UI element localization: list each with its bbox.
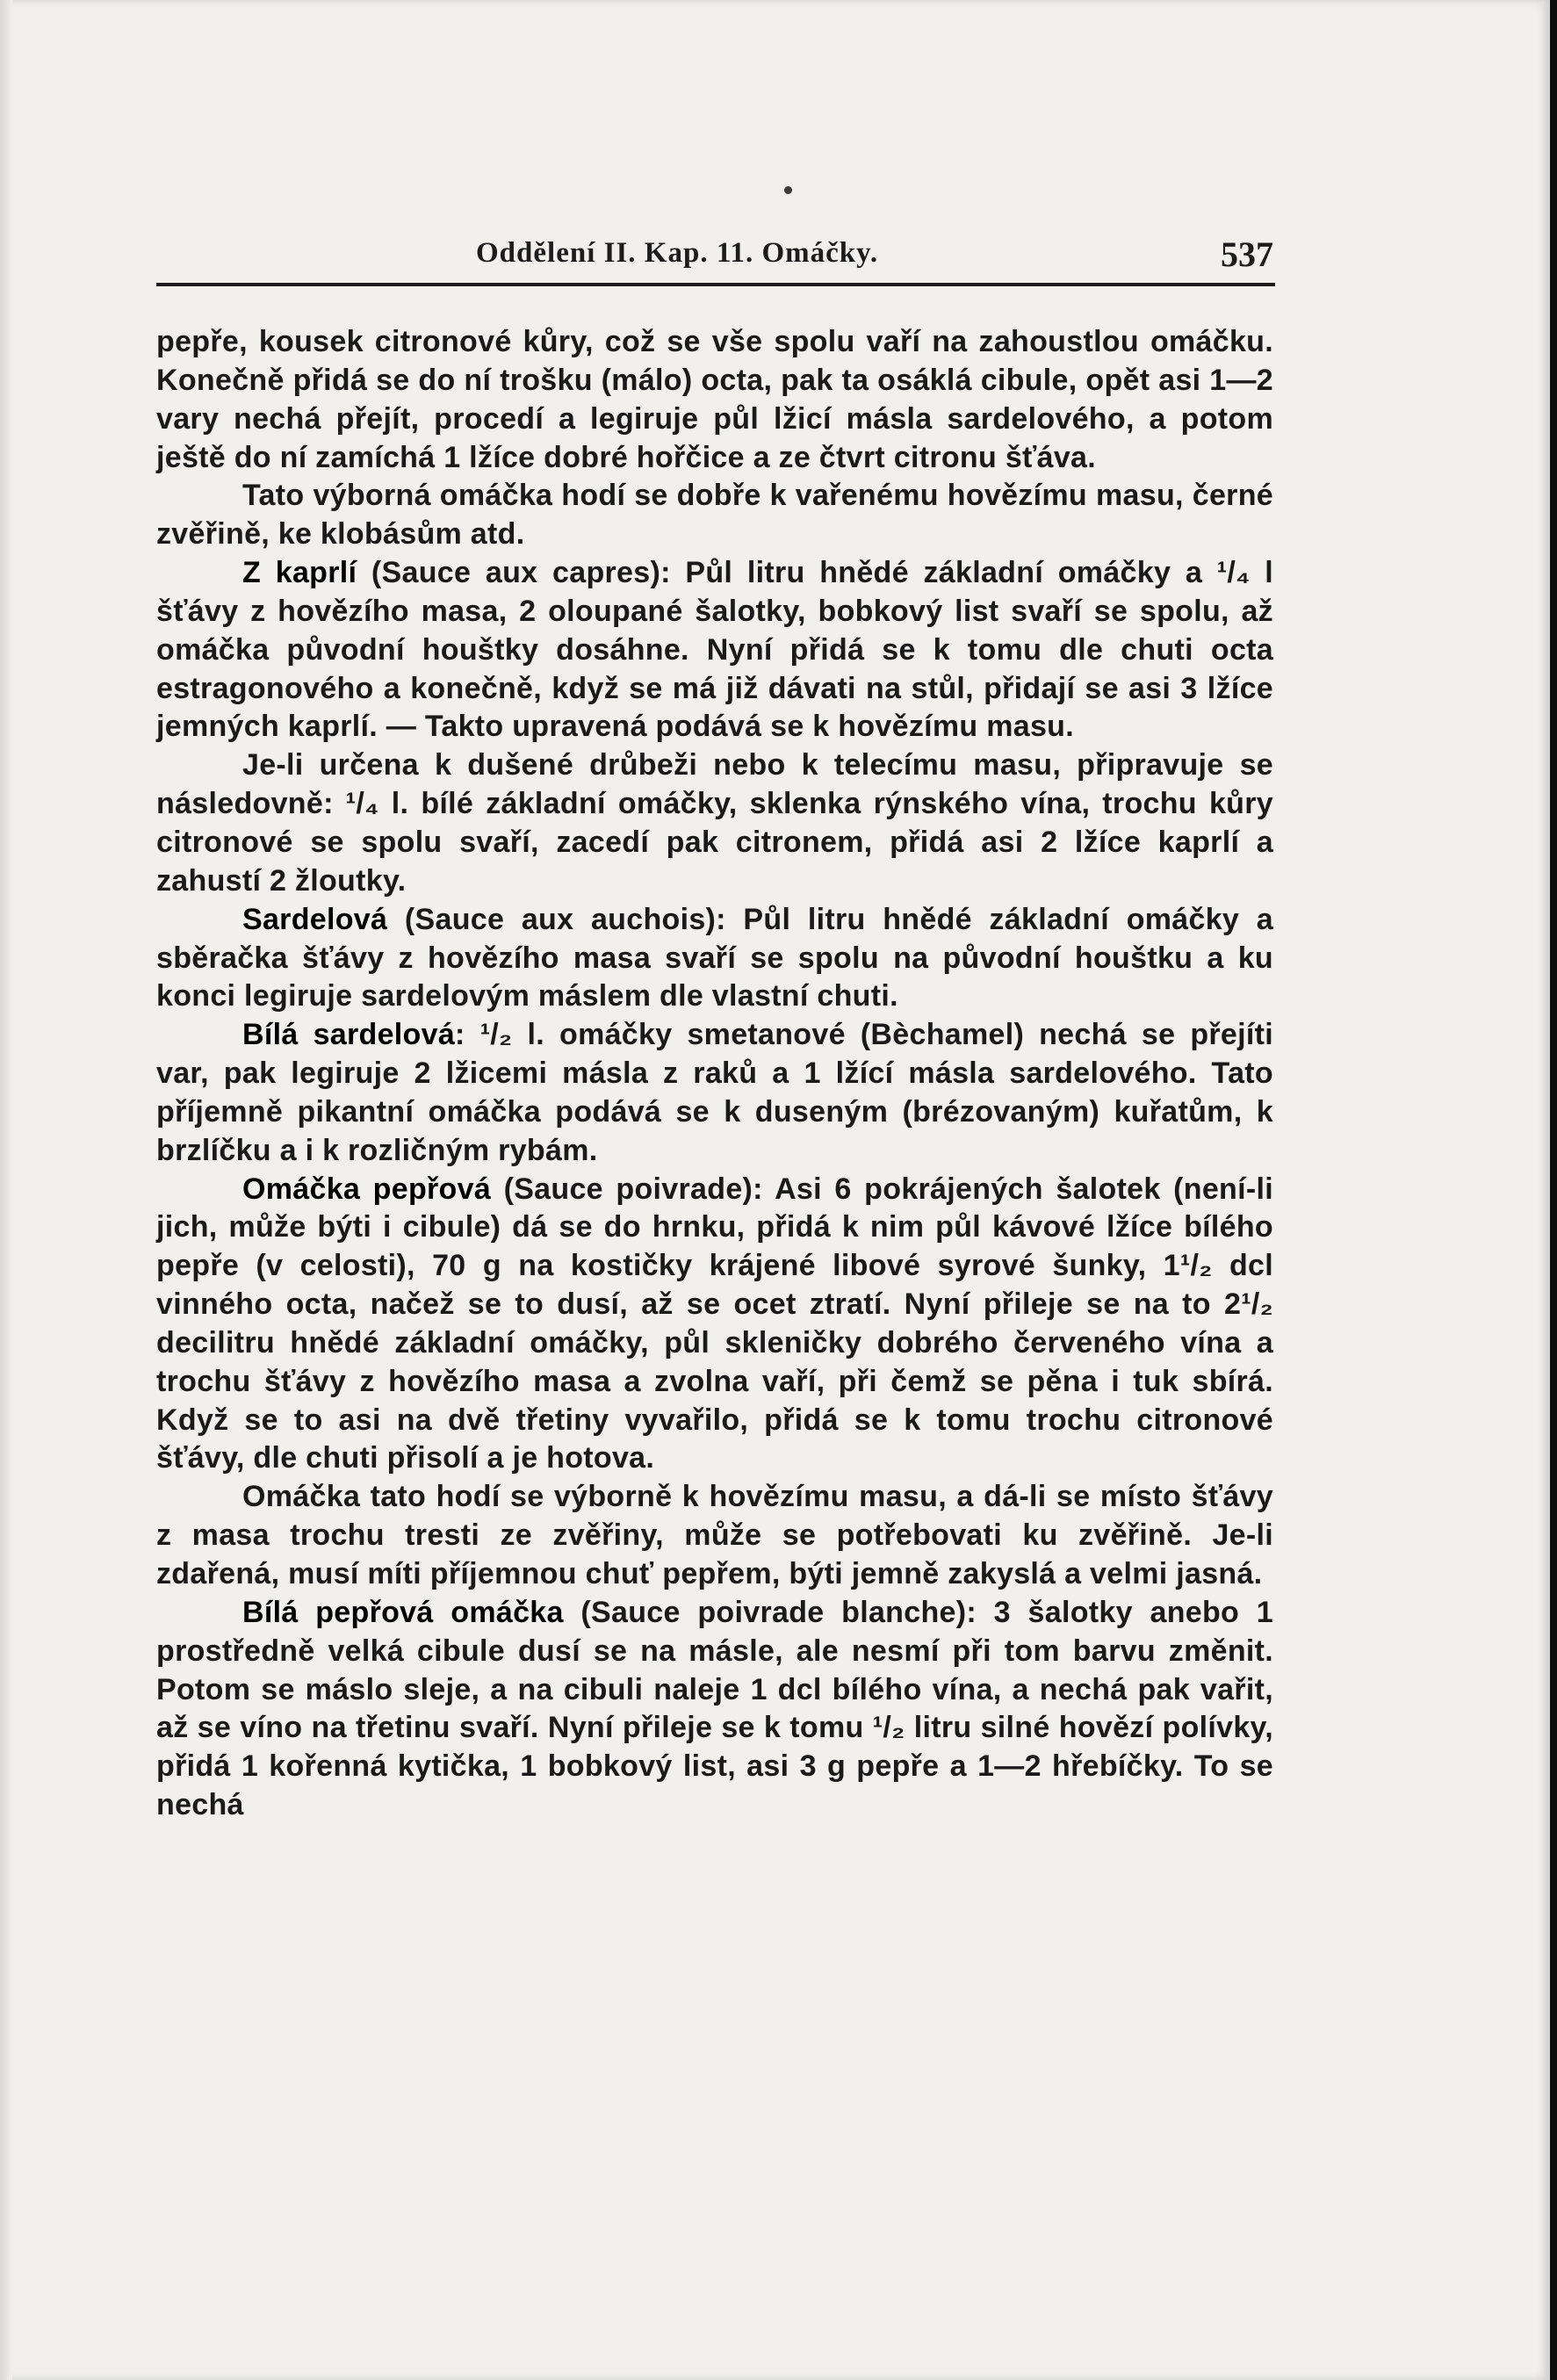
paragraph-term: Omáčka pepřová [242, 1172, 492, 1206]
paragraph [156, 1171, 1273, 1479]
paragraph [156, 901, 1273, 1017]
paragraph [156, 1478, 1273, 1594]
paragraph-text: pepře, kousek citronové kůry, což se vše spolu vaří na zahoustlou omáčku. Konečně přidá se do ní trošku (málo) octa, pak ta osáklá cibule, opět asi 1—2 vary nechá přejít, procedí a legiruje půl lžicí másla sardelového, a potom ještě do ní zamíchá 1 lžíce dobré hořčice a ze čtvrt citronu šťáva. [156, 325, 1273, 474]
paragraph-term: Sardelová [242, 902, 388, 936]
paragraph-text: : ¹/₂ l. omáčky smetanové (Bèchamel) nechá se přejíti var, pak legiruje 2 lžicemi másla z raků a 1 lžící másla sardelového. Tato příjemně pikantní omáčka podává se k duseným (brézovaným) kuřatům, k brzlíčku a i k rozličným rybám. [156, 1018, 1273, 1167]
paragraph [156, 1016, 1273, 1170]
paragraph [156, 477, 1273, 554]
ink-speck [784, 186, 792, 194]
paragraph [156, 554, 1273, 746]
paragraph-text: Omáčka tato hodí se výborně k hovězímu masu, a dá-li se místo šťávy z masa trochu tresti ze zvěřiny, může se potřebovati ku zvěřině. Je-li zdařená, musí míti příjemnou chuť pepřem, býti jemně zakyslá a velmi jasná. [156, 1480, 1273, 1590]
paragraph-text: (Sauce aux auchois): Půl litru hnědé základní omáčky a sběračka šťávy z hovězího masa svaří se spolu na původní houštku a ku konci legiruje sardelovým máslem dle vlastní chuti. [156, 902, 1273, 1013]
page-body [156, 323, 1273, 1825]
paragraph-term: Bílá sardelová [242, 1018, 456, 1052]
paragraph-text: (Sauce poivrade blanche): 3 šalotky anebo 1 prostředně velká cibule dusí se na másle, ale nesmí při tom barvu změnit. Potom se máslo sleje, a na cibuli naleje 1 dcl bílého vína, a nechá pak vařit, až se víno na třetinu svaří. Nyní přileje se k tomu ¹/₂ litru silné hovězí polívky, přidá 1 kořenná kytička, 1 bobkový list, asi 3 g pepře a 1—2 hřebíčky. To se nechá [156, 1595, 1273, 1822]
running-head: Oddělení II. Kap. 11. Omáčky. [476, 237, 879, 269]
paragraph [156, 323, 1273, 477]
paragraph [156, 1594, 1273, 1825]
header-rule [156, 283, 1275, 286]
paragraph [156, 746, 1273, 900]
paragraph-term: Z kaprlí [242, 556, 357, 590]
paragraph-text: Je-li určena k dušené drůbeži nebo k telecímu masu, připravuje se následovně: ¹/₄ l. bílé základní omáčky, sklenka rýnského vína, trochu kůry citronové se spolu svaří, zacedí pak citronem, přidá asi 2 lžíce kaprlí a zahustí 2 žloutky. [156, 748, 1273, 898]
paragraph-text: Tato výborná omáčka hodí se dobře k vařenému hovězímu masu, černé zvěřině, ke klobásům atd. [156, 479, 1273, 552]
paragraph-text: (Sauce poivrade): Asi 6 pokrájených šalotek (není-li jich, může býti i cibule) dá se do hrnku, přidá k nim půl kávové lžíce bílého pepře (v celosti), 70 g na kostičky krájené libové syrové šunky, 1¹/₂ dcl vinného octa, načež se to dusí, až se ocet ztratí. Nyní přileje se na to 2¹/₂ decilitru hnědé základní omáčky, půl skleničky dobrého červeného vína a trochu šťávy z hovězího masa a zvolna vaří, při čemž se pěna i tuk sbírá. Když se to asi na dvě třetiny vyvařilo, přidá se k tomu trochu citronové šťávy, dle chuti přisolí a je hotova. [156, 1172, 1273, 1475]
page-header [156, 232, 1273, 281]
paragraph-term: Bílá pepřová omáčka [242, 1595, 564, 1629]
paragraph-text: (Sauce aux capres): Půl litru hnědé základní omáčky a ¹/₄ l šťávy z hovězího masa, 2 oloupané šalotky, bobkový list svaří se spolu, až omáčka původní houštky dosáhne. Nyní přidá se k tomu dle chuti octa estragonového a konečně, když se má již dávati na stůl, přidají se asi 3 lžíce jemných kaprlí. — Takto upravená podává se k hovězímu masu. [156, 556, 1273, 744]
page-gutter-shadow [0, 0, 12, 2380]
page-number: 537 [1221, 234, 1273, 274]
